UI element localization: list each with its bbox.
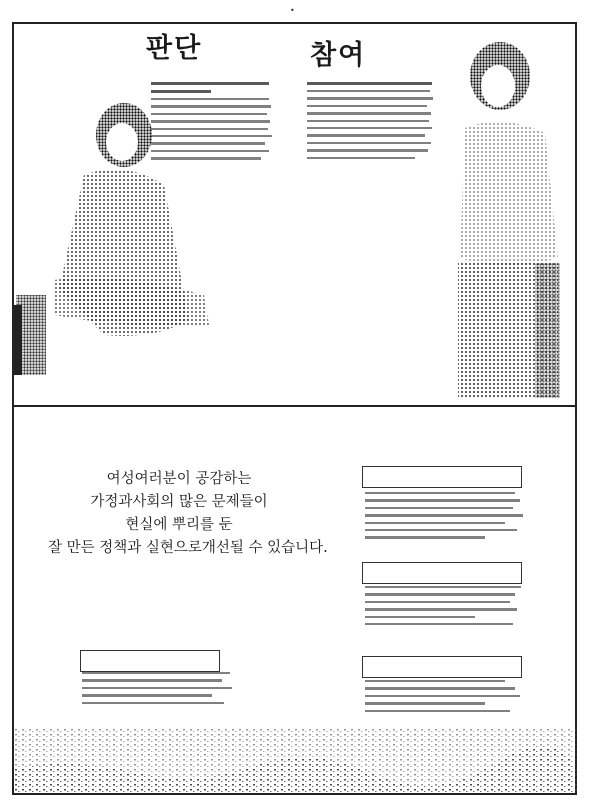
pledge-item	[365, 616, 475, 618]
pledge-item	[365, 608, 517, 610]
right-heading: 참여	[310, 40, 367, 71]
slogan-line: 잘 만든 정책과 실현으로개선될 수 있습니다.	[48, 540, 328, 556]
pledge-item	[365, 687, 515, 689]
pledge-item	[365, 593, 515, 595]
right-article-lead	[307, 82, 432, 85]
right-article-line	[307, 157, 415, 159]
pledge-item	[365, 680, 505, 682]
pledge-item	[365, 492, 515, 494]
right-article-line	[307, 127, 432, 129]
right-article-line	[307, 105, 427, 107]
slogan-line: 여성여러분이 공감하는	[106, 471, 252, 487]
pledge-item	[365, 536, 485, 538]
pledge-item	[365, 623, 513, 625]
notice-item	[82, 687, 232, 689]
right-woman-photo	[440, 38, 570, 403]
pledge-item	[365, 702, 485, 704]
pledge-item	[365, 601, 510, 603]
pledge-item	[365, 586, 521, 588]
notice-list	[82, 672, 232, 709]
right-article-line	[307, 112, 431, 114]
left-heading: 판단	[146, 33, 203, 64]
pledge-box-1-header	[362, 466, 522, 488]
right-article-line	[307, 149, 428, 151]
pledge-item	[365, 695, 520, 697]
pledge-list-1	[365, 492, 525, 544]
notice-item	[82, 672, 230, 674]
pledge-item	[365, 522, 505, 524]
right-article-block	[307, 82, 437, 164]
right-article-line	[307, 142, 431, 144]
right-article-line	[307, 97, 433, 99]
pledge-item	[365, 710, 510, 712]
bottom-scan-noise	[14, 728, 577, 794]
left-article-lead	[151, 82, 269, 85]
pledge-item	[365, 529, 517, 531]
right-article-line	[307, 134, 425, 136]
right-article-line	[307, 90, 430, 92]
right-article-line	[307, 120, 429, 122]
pledge-list-2	[365, 586, 525, 630]
slogan-line: 가정과사회의 많은 문제들이	[90, 494, 268, 510]
top-center-mark: •	[290, 6, 295, 15]
notice-item	[82, 679, 222, 681]
spread-divider	[12, 405, 577, 407]
pledge-box-3-header	[362, 656, 522, 678]
pledge-list-3	[365, 680, 525, 717]
campaign-slogan	[48, 468, 328, 560]
notice-item	[82, 694, 212, 696]
right-border	[575, 22, 577, 407]
notice-box-header	[80, 650, 220, 672]
top-border	[12, 22, 577, 24]
slogan-line: 현실에 뿌리를 둔	[125, 517, 233, 533]
pledge-box-2-header	[362, 562, 522, 584]
notice-item	[82, 702, 224, 704]
left-woman-photo	[14, 90, 214, 390]
pledge-item	[365, 499, 520, 501]
pledge-item	[365, 514, 523, 516]
pledge-item	[365, 507, 513, 509]
